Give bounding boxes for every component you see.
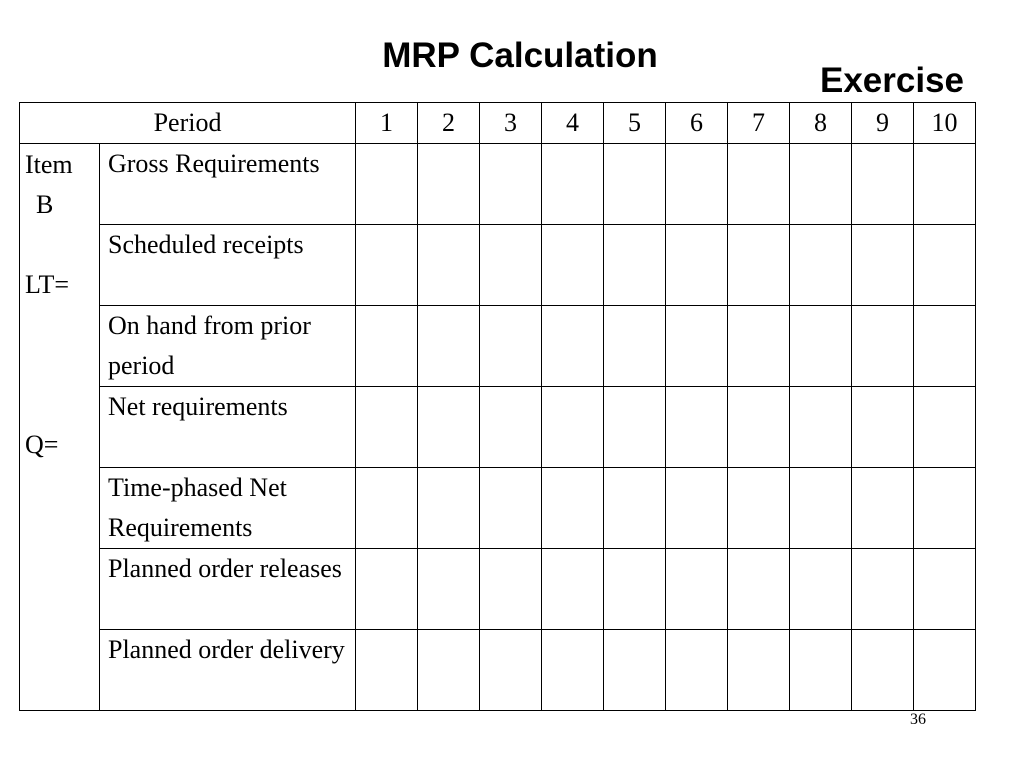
period-cell[interactable]: [728, 144, 790, 225]
period-header: 3: [480, 103, 542, 144]
period-cell[interactable]: [604, 306, 666, 387]
period-cell[interactable]: [604, 144, 666, 225]
period-header: 7: [728, 103, 790, 144]
period-cell[interactable]: [790, 306, 852, 387]
period-cell[interactable]: [666, 225, 728, 306]
period-cell[interactable]: [914, 144, 976, 225]
period-cell[interactable]: [542, 630, 604, 711]
table-row: [20, 549, 976, 630]
period-cell[interactable]: [852, 306, 914, 387]
period-header: 10: [914, 103, 976, 144]
period-cell[interactable]: [852, 468, 914, 549]
period-cell[interactable]: [418, 549, 480, 630]
period-cell[interactable]: [852, 549, 914, 630]
period-cell[interactable]: [356, 144, 418, 225]
slide-subtitle: Exercise: [819, 61, 964, 100]
period-cell[interactable]: [356, 630, 418, 711]
period-cell[interactable]: [790, 549, 852, 630]
period-header-label: Period: [20, 103, 356, 144]
period-cell[interactable]: [666, 549, 728, 630]
period-cell[interactable]: [728, 225, 790, 306]
period-cell[interactable]: [542, 549, 604, 630]
period-cell[interactable]: [542, 225, 604, 306]
period-header: 1: [356, 103, 418, 144]
period-cell[interactable]: [852, 225, 914, 306]
row-label: On hand from prior period: [100, 306, 356, 387]
period-cell[interactable]: [356, 549, 418, 630]
row-label: Net requirements: [100, 387, 356, 468]
period-cell[interactable]: [418, 468, 480, 549]
period-cell[interactable]: [418, 144, 480, 225]
period-cell[interactable]: [542, 144, 604, 225]
period-cell[interactable]: [914, 468, 976, 549]
period-cell[interactable]: [914, 549, 976, 630]
period-cell[interactable]: [356, 225, 418, 306]
period-cell[interactable]: [728, 549, 790, 630]
period-cell[interactable]: [728, 630, 790, 711]
table-row: [20, 225, 976, 306]
period-header: 2: [418, 103, 480, 144]
period-cell[interactable]: [790, 144, 852, 225]
period-cell[interactable]: [356, 306, 418, 387]
period-header: 4: [542, 103, 604, 144]
table-row: [20, 387, 976, 468]
period-cell[interactable]: [542, 387, 604, 468]
period-cell[interactable]: [480, 468, 542, 549]
period-cell[interactable]: [666, 306, 728, 387]
period-cell[interactable]: [604, 549, 666, 630]
period-cell[interactable]: [728, 468, 790, 549]
period-cell[interactable]: [418, 387, 480, 468]
item-info-cell: [20, 144, 100, 711]
period-cell[interactable]: [666, 144, 728, 225]
period-cell[interactable]: [480, 225, 542, 306]
period-cell[interactable]: [418, 225, 480, 306]
period-cell[interactable]: [728, 387, 790, 468]
row-label: Planned order releases: [100, 549, 356, 630]
period-cell[interactable]: [418, 630, 480, 711]
row-label: Gross Requirements: [100, 144, 356, 225]
period-cell[interactable]: [790, 387, 852, 468]
period-cell[interactable]: [356, 468, 418, 549]
item-label: Item: [25, 150, 73, 179]
period-header: 9: [852, 103, 914, 144]
period-cell[interactable]: [666, 630, 728, 711]
period-cell[interactable]: [666, 468, 728, 549]
period-cell[interactable]: [480, 306, 542, 387]
period-cell[interactable]: [480, 630, 542, 711]
period-cell[interactable]: [604, 468, 666, 549]
quantity-label: Q=: [25, 430, 59, 459]
period-cell[interactable]: [480, 549, 542, 630]
period-cell[interactable]: [604, 225, 666, 306]
period-cell[interactable]: [914, 225, 976, 306]
table-row: [20, 468, 976, 549]
slide-title: MRP Calculation: [382, 36, 658, 75]
period-cell[interactable]: [480, 387, 542, 468]
period-cell[interactable]: [356, 387, 418, 468]
period-cell[interactable]: [914, 387, 976, 468]
table-row: [20, 144, 976, 225]
period-cell[interactable]: [666, 387, 728, 468]
period-cell[interactable]: [542, 306, 604, 387]
period-cell[interactable]: [790, 468, 852, 549]
row-label: Scheduled receipts: [100, 225, 356, 306]
table-row: [20, 630, 976, 711]
period-cell[interactable]: [914, 306, 976, 387]
period-cell[interactable]: [418, 306, 480, 387]
row-label: Planned order delivery: [100, 630, 356, 711]
page-number: 36: [910, 711, 926, 728]
period-cell[interactable]: [852, 630, 914, 711]
period-cell[interactable]: [728, 306, 790, 387]
period-cell[interactable]: [480, 144, 542, 225]
mrp-table: [19, 102, 976, 711]
period-cell[interactable]: [790, 225, 852, 306]
table-row: [20, 306, 976, 387]
item-code: B: [36, 190, 54, 219]
period-cell[interactable]: [604, 630, 666, 711]
period-header: 8: [790, 103, 852, 144]
lead-time-label: LT=: [25, 270, 70, 299]
period-cell[interactable]: [852, 387, 914, 468]
period-cell[interactable]: [790, 630, 852, 711]
period-cell[interactable]: [852, 144, 914, 225]
period-cell[interactable]: [542, 468, 604, 549]
period-header: 5: [604, 103, 666, 144]
period-cell[interactable]: [604, 387, 666, 468]
period-header-row: [20, 103, 976, 144]
period-header: 6: [666, 103, 728, 144]
row-label: Time-phased Net Requirements: [100, 468, 356, 549]
period-cell[interactable]: [914, 630, 976, 711]
